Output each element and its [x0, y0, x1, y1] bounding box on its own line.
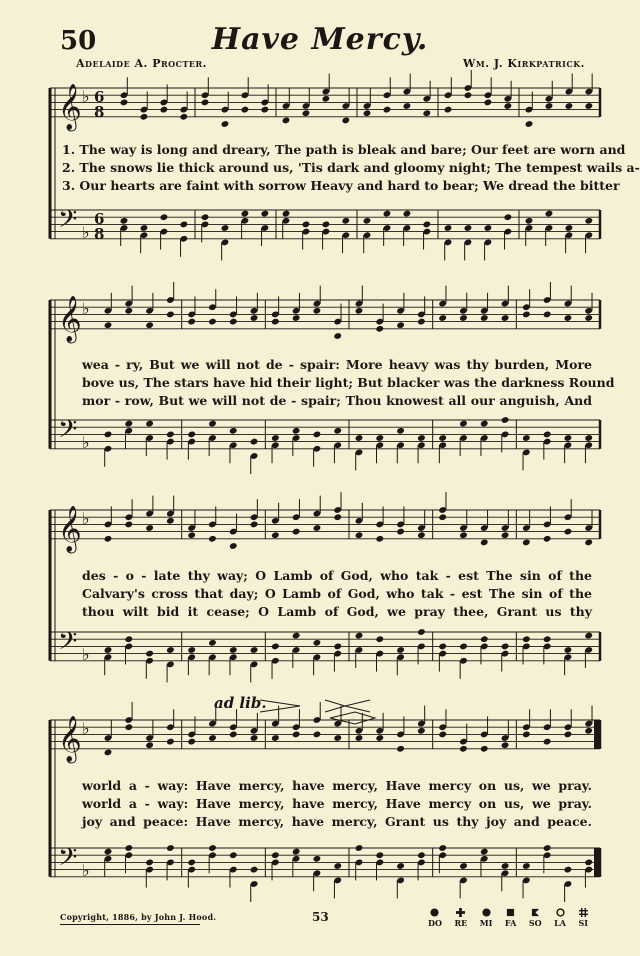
note-head: [302, 109, 311, 117]
note-head: [396, 528, 405, 536]
note-head: [423, 221, 432, 229]
note-head: [333, 734, 342, 742]
solfege-label: RE: [454, 918, 468, 928]
note-head: [342, 217, 351, 225]
note-head: [140, 113, 149, 121]
note-head: [501, 416, 510, 424]
note-head: [363, 217, 372, 225]
copyright-notice: Copyright, 1886, by John J. Hood.: [60, 912, 217, 922]
note-head: [160, 106, 169, 114]
note-head: [208, 318, 217, 326]
note-head: [166, 844, 175, 852]
note-head: [417, 727, 426, 735]
note-head: [180, 113, 189, 121]
note-head: [208, 535, 217, 543]
note-head: [333, 513, 342, 521]
lyric-line: 3. Our hearts are faint with sorrow Heavy and hard to bear; We dread the bitter: [62, 178, 620, 193]
note-head: [584, 434, 593, 442]
note-head: [180, 221, 189, 229]
note-head: [250, 646, 259, 654]
solfege-item: [529, 908, 542, 928]
solfege-label: SO: [528, 918, 542, 928]
note-head: [229, 318, 238, 326]
flat-icon: ♭: [82, 861, 90, 880]
note-head: [375, 635, 384, 643]
bass-clef-icon: 𝄢: [58, 843, 78, 878]
note-head: [124, 420, 133, 428]
note-head: [292, 848, 301, 856]
note-head: [271, 851, 280, 859]
note-head: [313, 307, 322, 315]
composer-credit: Wm. J. Kirkpatrick.: [463, 57, 585, 70]
note-head: [564, 434, 573, 442]
note-head: [584, 314, 593, 322]
note-head: [396, 745, 405, 753]
note-head: [355, 434, 364, 442]
note-head: [564, 866, 573, 874]
treble-clef-icon: 𝄞: [58, 506, 82, 552]
solfege-shape-icon: [506, 908, 515, 917]
solfege-item: [428, 908, 442, 928]
bass-clef-icon: 𝄢: [58, 627, 78, 662]
lyric-line: 2. The snows lie thick around us, 'Tis dark and gloomy night; The tempest wails a-: [62, 160, 640, 175]
final-bar: [594, 848, 599, 877]
note-head: [501, 741, 510, 749]
note-head: [459, 314, 468, 322]
note-head: [363, 109, 372, 117]
note-head: [501, 643, 510, 651]
note-head: [208, 420, 217, 428]
note-head: [250, 866, 259, 874]
note-head: [522, 434, 531, 442]
note-head: [333, 643, 342, 651]
note-head: [564, 646, 573, 654]
note-head: [545, 102, 554, 110]
note-head: [271, 643, 280, 651]
note-head: [166, 431, 175, 439]
solfege-shape-icon: [430, 908, 439, 917]
note-head: [525, 217, 534, 225]
lyric-line: Calvary's cross that day; O Lamb of God, who tak - est The sin of the: [82, 586, 592, 601]
note-head: [355, 632, 364, 640]
note-head: [504, 213, 513, 221]
note-head: [504, 102, 513, 110]
solfege-shape-icon: [556, 908, 565, 917]
note-head: [333, 427, 342, 435]
note-head: [145, 859, 154, 867]
note-head: [292, 314, 301, 322]
note-head: [201, 99, 210, 107]
note-head: [187, 318, 196, 326]
note-head: [480, 539, 489, 547]
note-head: [271, 434, 280, 442]
copyright-rule: [60, 924, 200, 925]
note-head: [271, 318, 280, 326]
note-head: [383, 106, 392, 114]
note-head: [208, 639, 217, 647]
note-head: [313, 731, 322, 739]
note-head: [525, 120, 534, 128]
flat-icon: ♭: [82, 87, 90, 106]
note-head: [292, 632, 301, 640]
note-head: [166, 311, 175, 319]
note-head: [120, 99, 129, 107]
time-signature: 8: [94, 103, 105, 121]
footer-page-number: 53: [312, 910, 329, 924]
treble-clef-icon: 𝄞: [58, 84, 82, 130]
note-head: [166, 646, 175, 654]
note-head: [480, 314, 489, 322]
note-head: [187, 859, 196, 867]
note-head: [522, 862, 531, 870]
note-head: [480, 745, 489, 753]
note-head: [104, 848, 113, 856]
note-head: [229, 542, 238, 550]
note-head: [282, 210, 291, 218]
note-head: [292, 731, 301, 739]
note-head: [104, 321, 113, 329]
note-head: [145, 420, 154, 428]
note-head: [584, 859, 593, 867]
treble-clef-icon: 𝄞: [58, 296, 82, 342]
note-head: [564, 731, 573, 739]
note-head: [543, 431, 552, 439]
time-signature: 6: [94, 210, 105, 228]
lyric-line: bove us, The stars have hid their light; But blacker was the darkness Round: [82, 375, 615, 390]
flat-icon: ♭: [82, 299, 90, 318]
final-bar: [594, 720, 599, 749]
note-head: [271, 531, 280, 539]
solfege-shape-icon: [456, 908, 465, 917]
note-head: [480, 420, 489, 428]
note-head: [145, 650, 154, 658]
note-head: [438, 434, 447, 442]
note-head: [166, 738, 175, 746]
hairpin: [325, 700, 370, 712]
note-head: [584, 727, 593, 735]
note-head: [322, 95, 331, 103]
note-head: [160, 213, 169, 221]
note-head: [585, 217, 594, 225]
note-head: [124, 723, 133, 731]
note-head: [355, 531, 364, 539]
flat-icon: ♭: [82, 223, 90, 242]
note-head: [229, 851, 238, 859]
note-head: [484, 99, 493, 107]
note-head: [375, 851, 384, 859]
note-head: [124, 521, 133, 529]
note-head: [396, 646, 405, 654]
note-head: [545, 210, 554, 218]
solfege-shape-icon: [482, 908, 491, 917]
note-head: [564, 528, 573, 536]
note-head: [208, 844, 217, 852]
note-head: [104, 749, 113, 757]
note-head: [166, 517, 175, 525]
note-head: [522, 539, 531, 547]
note-head: [403, 210, 412, 218]
note-head: [124, 844, 133, 852]
note-head: [140, 224, 149, 232]
time-signature: 8: [94, 225, 105, 243]
note-head: [124, 307, 133, 315]
note-head: [145, 741, 154, 749]
note-head: [396, 862, 405, 870]
solfege-label: LA: [554, 918, 566, 928]
note-head: [375, 325, 384, 333]
lyric-line: thou wilt bid it cease; O Lamb of God, we pray thee, Grant us thy: [82, 604, 592, 619]
time-signature: 6: [94, 88, 105, 106]
note-head: [355, 734, 364, 742]
note-head: [565, 102, 574, 110]
note-head: [313, 855, 322, 863]
note-head: [250, 734, 259, 742]
note-head: [208, 734, 217, 742]
solfege-shape-icon: [579, 908, 588, 917]
note-head: [229, 646, 238, 654]
page-number: 50: [60, 26, 97, 56]
note-head: [565, 224, 574, 232]
note-head: [438, 314, 447, 322]
note-head: [444, 106, 453, 114]
note-head: [584, 632, 593, 640]
note-head: [282, 117, 291, 125]
note-head: [187, 738, 196, 746]
note-head: [417, 628, 426, 636]
note-head: [104, 535, 113, 543]
note-head: [543, 535, 552, 543]
note-head: [355, 307, 364, 315]
note-head: [438, 844, 447, 852]
note-head: [438, 643, 447, 651]
note-head: [480, 848, 489, 856]
note-head: [383, 210, 392, 218]
note-head: [543, 844, 552, 852]
lyric-line: world a - way: Have mercy, have mercy, Have mercy on us, we pray.: [82, 778, 592, 793]
solfege-label: SI: [578, 918, 588, 928]
note-head: [241, 106, 250, 114]
note-head: [417, 851, 426, 859]
lyric-line: des - o - late thy way; O Lamb of God, who tak - est The sin of the: [82, 568, 592, 583]
note-head: [221, 224, 230, 232]
note-head: [417, 318, 426, 326]
note-head: [423, 109, 432, 117]
note-head: [438, 513, 447, 521]
solfege-shape-icon: [531, 908, 540, 917]
note-head: [375, 434, 384, 442]
note-head: [459, 745, 468, 753]
flat-icon: ♭: [82, 433, 90, 452]
note-head: [403, 102, 412, 110]
note-head: [522, 635, 531, 643]
note-head: [543, 311, 552, 319]
note-head: [480, 635, 489, 643]
note-head: [104, 431, 113, 439]
note-head: [501, 531, 510, 539]
note-head: [522, 731, 531, 739]
note-head: [417, 531, 426, 539]
solfege-label: MI: [479, 918, 493, 928]
note-head: [417, 434, 426, 442]
note-head: [438, 731, 447, 739]
note-head: [187, 646, 196, 654]
note-head: [187, 431, 196, 439]
note-head: [585, 102, 594, 110]
note-head: [464, 91, 473, 99]
note-head: [120, 217, 129, 225]
note-head: [292, 528, 301, 536]
note-head: [459, 531, 468, 539]
treble-clef-icon: 𝄞: [58, 716, 82, 762]
note-head: [313, 639, 322, 647]
bass-clef-icon: 𝄢: [58, 415, 78, 450]
note-head: [459, 862, 468, 870]
lyric-line: wea - ry, But we will not de - spair: More heavy was thy burden, More: [82, 357, 592, 372]
note-head: [145, 524, 154, 532]
lyric-line: world a - way: Have mercy, have mercy, Have mercy on us, we pray.: [82, 796, 592, 811]
note-head: [313, 431, 322, 439]
note-head: [333, 332, 342, 340]
note-head: [241, 210, 250, 218]
note-head: [444, 224, 453, 232]
note-head: [459, 420, 468, 428]
note-head: [355, 844, 364, 852]
solfege-item: [454, 908, 467, 928]
lyric-line: mor - row, But we will not de - spair; Thou knowest all our anguish, And: [82, 393, 592, 408]
note-head: [333, 862, 342, 870]
note-head: [145, 321, 154, 329]
note-head: [302, 221, 311, 229]
note-head: [375, 734, 384, 742]
note-head: [522, 311, 531, 319]
note-head: [261, 106, 270, 114]
note-head: [501, 862, 510, 870]
note-head: [313, 524, 322, 532]
solfege-label: FA: [504, 918, 517, 928]
page-title: Have Mercy.: [211, 22, 429, 57]
note-head: [584, 539, 593, 547]
note-head: [104, 646, 113, 654]
note-head: [564, 314, 573, 322]
note-head: [543, 738, 552, 746]
note-head: [201, 213, 210, 221]
direction-ad-lib: ad lib.: [214, 694, 267, 712]
note-head: [221, 120, 230, 128]
note-head: [322, 221, 331, 229]
solfege-item: [480, 908, 493, 928]
solfege-legend: [428, 908, 588, 928]
note-head: [124, 635, 133, 643]
flat-icon: ♭: [82, 645, 90, 664]
note-head: [396, 321, 405, 329]
solfege-item: [505, 908, 516, 928]
solfege-item: [554, 908, 566, 928]
note-head: [375, 535, 384, 543]
note-head: [342, 117, 351, 125]
note-head: [250, 314, 259, 322]
note-head: [187, 531, 196, 539]
lyric-line: 1. The way is long and dreary, The path is bleak and bare; Our feet are worn and: [62, 142, 626, 157]
note-head: [229, 427, 238, 435]
note-head: [543, 635, 552, 643]
flat-icon: ♭: [82, 719, 90, 738]
flat-icon: ♭: [82, 509, 90, 528]
note-head: [261, 210, 270, 218]
note-head: [271, 734, 280, 742]
note-head: [459, 643, 468, 651]
note-head: [501, 314, 510, 322]
note-head: [292, 427, 301, 435]
author-credit: Adelaide A. Procter.: [76, 57, 207, 70]
note-head: [229, 731, 238, 739]
note-head: [396, 427, 405, 435]
solfege-label: DO: [428, 918, 442, 928]
bass-clef-icon: 𝄢: [58, 205, 78, 240]
note-head: [484, 224, 493, 232]
solfege-item: [578, 908, 588, 928]
note-head: [464, 224, 473, 232]
lyric-line: joy and peace: Have mercy, have mercy, Grant us thy joy and peace.: [82, 814, 592, 829]
note-head: [250, 521, 259, 529]
note-head: [250, 438, 259, 446]
